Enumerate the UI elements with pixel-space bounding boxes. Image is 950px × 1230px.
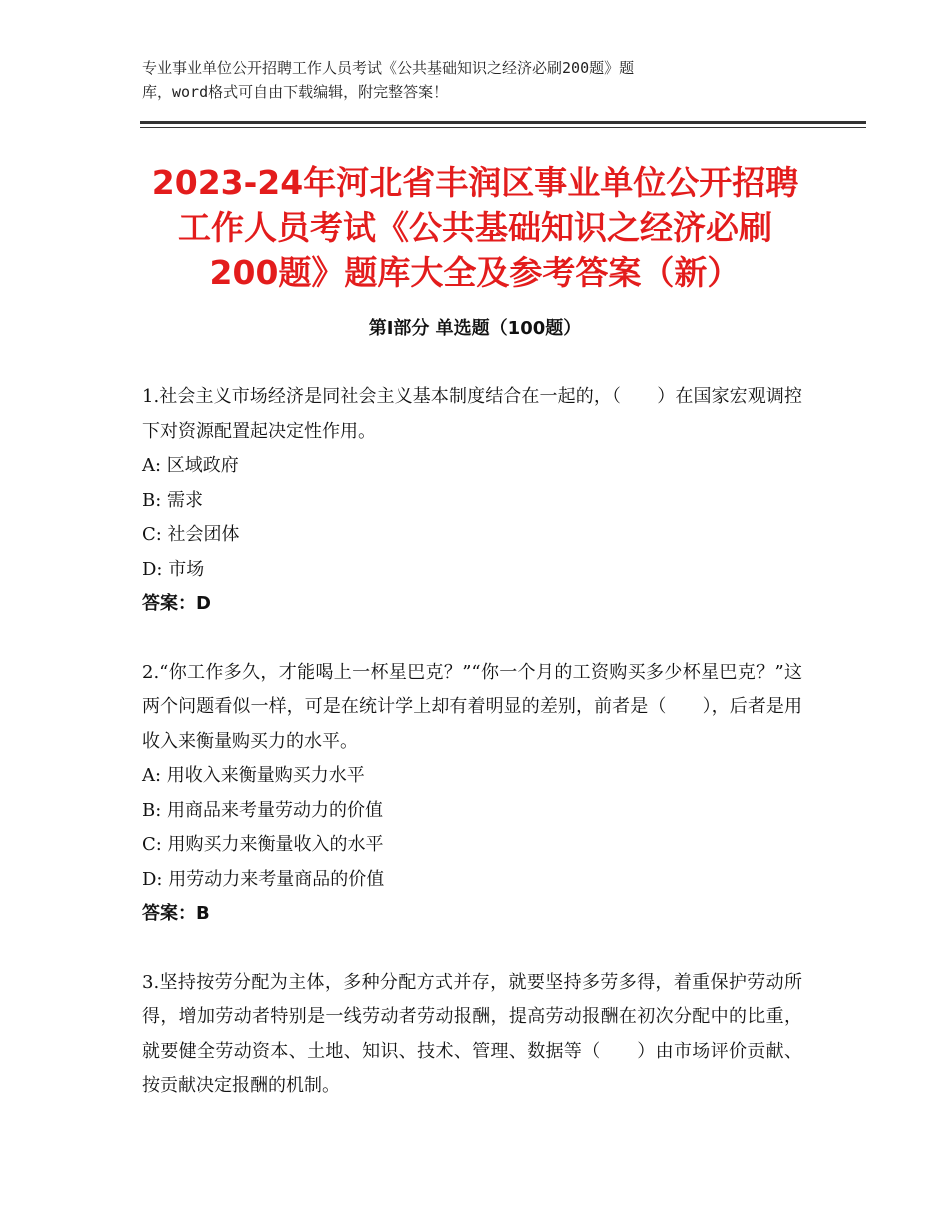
option-a: A: 区域政府 (142, 455, 239, 476)
question-text: 3.坚持按劳分配为主体，多种分配方式并存，就要坚持多劳多得，着重保护劳动所得，增加劳动者特别是一线劳动者劳动报酬，提高劳动报酬在初次分配中的比重，就要健全劳动资本、土地、知识、技术、管理、数据等（ ）由市场评价贡献、按贡献决定报酬的机制。 (142, 971, 802, 1096)
section-heading: 第Ⅰ部分 单选题（100题） (368, 318, 582, 339)
answer: 答案：B (142, 903, 210, 924)
header-divider-thick (140, 121, 866, 124)
option-a: A: 用收入来衡量购买力水平 (142, 765, 365, 786)
question-2 (142, 656, 802, 932)
question-text: 1.社会主义市场经济是同社会主义基本制度结合在一起的，（ ）在国家宏观调控下对资源配置起决定性作用。 (142, 386, 802, 442)
question-spacer (142, 622, 802, 656)
option-d: D: 市场 (142, 558, 205, 580)
document-header (142, 56, 812, 104)
question-text: 2.“你工作多久，才能喝上一杯星巴克？”“你一个月的工资购买多少杯星巴克？”这两个问题看似一样，可是在统计学上却有着明显的差别，前者是（ ），后者是用收入来衡量购买力的水平。 (142, 661, 802, 752)
title-line-1: 2023-24年河北省丰润区事业单位公开招聘 (151, 163, 799, 202)
option-c: C: 用购买力来衡量收入的水平 (142, 834, 384, 855)
question-spacer (142, 932, 802, 966)
option-c: C: 社会团体 (142, 524, 240, 545)
header-line-1: 专业事业单位公开招聘工作人员考试《公共基础知识之经济必刷200题》题 (142, 59, 635, 77)
option-b: B: 用商品来考量劳动力的价值 (142, 799, 384, 821)
question-list (142, 380, 802, 1104)
question-3 (142, 966, 802, 1104)
question-1 (142, 380, 802, 622)
header-divider-thin (140, 127, 866, 128)
header-line-2: 库，word格式可自由下载编辑，附完整答案！ (142, 83, 449, 101)
title-line-2: 工作人员考试《公共基础知识之经济必刷 (178, 208, 772, 247)
title-line-3: 200题》题库大全及参考答案（新） (209, 253, 741, 292)
answer: 答案：D (142, 593, 211, 614)
option-d: D: 用劳动力来考量商品的价值 (142, 868, 385, 890)
document-title (120, 160, 830, 295)
option-b: B: 需求 (142, 489, 204, 511)
